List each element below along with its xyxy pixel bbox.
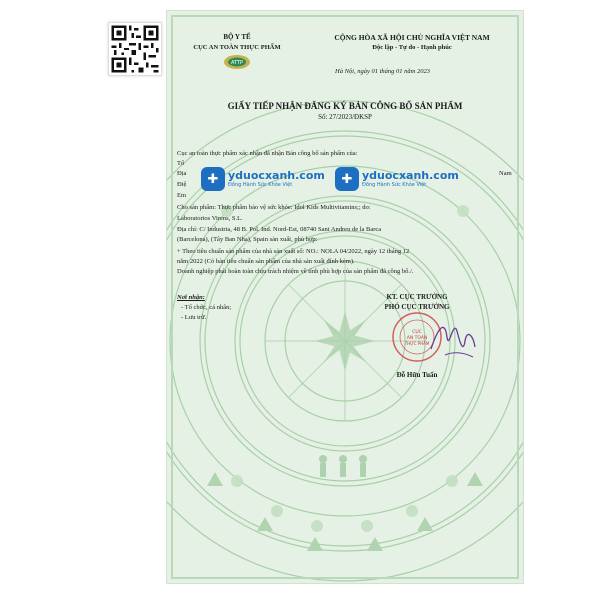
recipients-label: Nơi nhận:: [177, 294, 205, 301]
watermark-logo-left: [201, 167, 325, 191]
document-number: Số: 27/2023/ĐKSP: [318, 113, 372, 121]
country-name: CỘNG HÒA XÃ HỘI CHỦ NGHĨA VIỆT NAM: [334, 33, 490, 42]
address-country: Nam: [499, 170, 512, 177]
org-label: Tổ: [177, 160, 185, 167]
recipient-item: - Tổ chức, cá nhân;: [181, 304, 232, 311]
watermark-logo-right: [335, 167, 459, 191]
document-title: GIẤY TIẾP NHẬN ĐĂNG KÝ BẢN CÔNG BỐ SẢN PHẨM: [227, 101, 463, 111]
watermark-brand: yduocxanh.com: [228, 169, 325, 182]
ministry-name: BỘ Y TẾ: [223, 33, 251, 41]
responsibility-statement: Doanh nghiệp phải hoàn toàn chịu trách nhiệm về tính phù hợp của sản phẩm đã công bố./.: [177, 268, 414, 275]
manufacturer-name: Laboratorios Virens, S.L.: [177, 215, 243, 222]
watermark-brand: yduocxanh.com: [362, 169, 459, 182]
standard-line-cont: năm 2022 (Có bản tiêu chuẩn sản phẩm của nhà sản xuất đính kèm).: [177, 258, 355, 265]
qr-code: [108, 22, 162, 76]
watermark-tagline: Đồng Hành Sức Khỏe Việt: [228, 182, 293, 188]
standard-line: + Theo tiêu chuẩn sản phẩm của nhà sản xuất số: NO.: NOLA 04/2022, ngày 12 tháng 12: [177, 248, 410, 255]
intro-text: Cục an toàn thực phẩm xác nhận đã nhận Bản công bố sản phẩm của:: [177, 150, 358, 157]
watermark-tagline: Đồng Hành Sức Khỏe Việt: [362, 182, 427, 188]
address-label: Địa: [177, 170, 187, 177]
svg-text:ATTP: ATTP: [230, 60, 244, 66]
agency-logo-icon: [222, 53, 252, 71]
shield-cross-icon: ✚: [335, 167, 359, 191]
signer-name: Đỗ Hữu Tuấn: [396, 371, 438, 379]
handwritten-signature: [425, 311, 481, 365]
place-date: Hà Nội, ngày 01 tháng 01 năm 2023: [335, 68, 430, 75]
stamp-text-2: AN TOÀN: [406, 336, 428, 341]
certificate-document: [166, 10, 524, 584]
shield-cross-icon: ✚: [201, 167, 225, 191]
manufacturer-address-cont: (Barcelona), (Tây Ban Nha), Spain sản xuất, phù hợp:: [177, 236, 318, 243]
email-label: Em: [177, 192, 187, 199]
signer-title: PHÓ CỤC TRƯỞNG: [384, 303, 450, 311]
product-line: Cho sản phẩm: Thực phẩm bảo vệ sức khỏe: Idol Kids Multivitamins;; do:: [177, 204, 371, 211]
stamp-text-1: CỤC: [412, 330, 422, 335]
stamp-text-3: THỰC PHẨM: [404, 341, 430, 346]
agency-name: CỤC AN TOÀN THỰC PHẨM: [193, 44, 281, 51]
phone-label: Điệ: [177, 181, 187, 188]
qr-code-icon: [109, 23, 161, 75]
recipient-item: - Lưu trữ.: [181, 314, 207, 321]
manufacturer-address: Địa chỉ: C/ Industria, 48 B. Pol. Ind. Nord-Est, 08740 Sant Andreu de la Barca: [177, 226, 382, 233]
signer-role: KT. CỤC TRƯỞNG: [386, 293, 448, 301]
national-motto: Độc lập - Tự do - Hạnh phúc: [372, 44, 452, 51]
